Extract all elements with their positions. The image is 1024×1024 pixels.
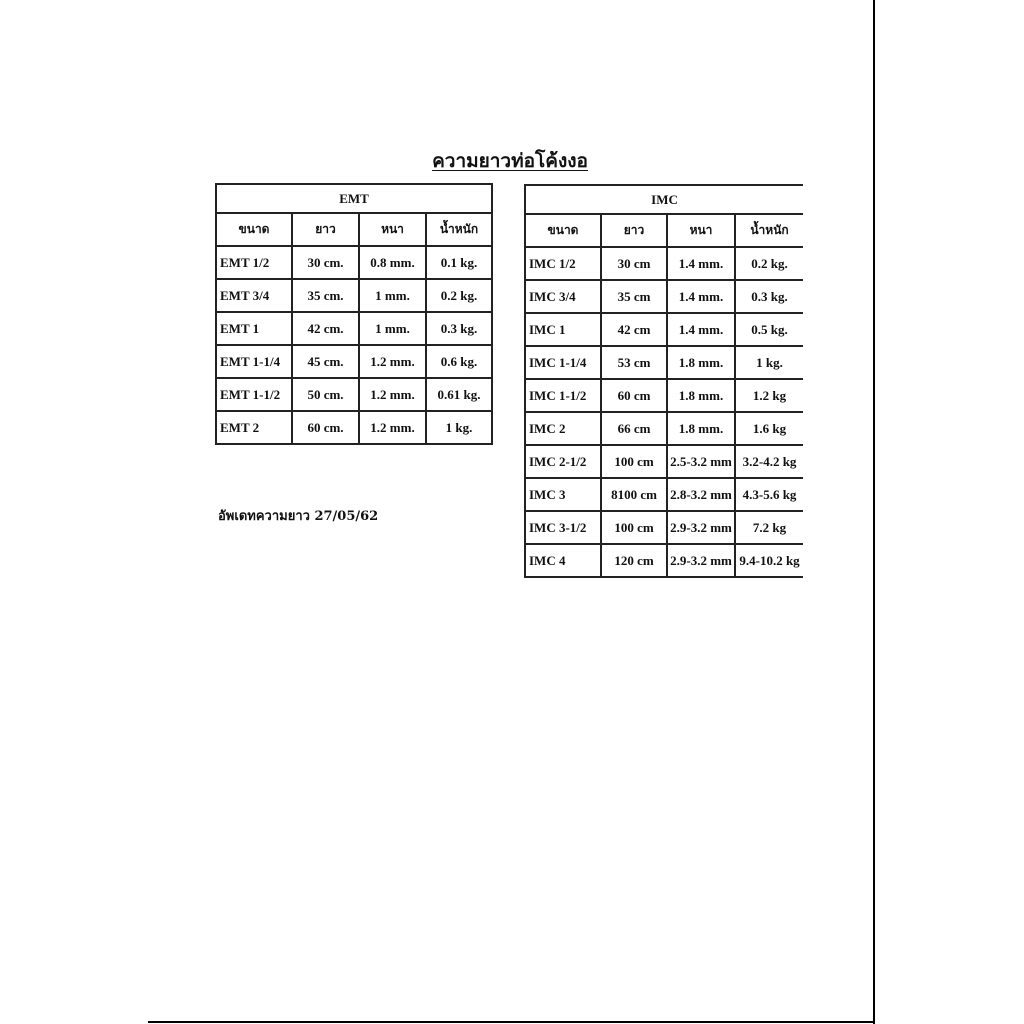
thickness-cell: 1.2 mm. — [359, 345, 426, 378]
size-cell: IMC 4 — [525, 544, 601, 577]
thickness-cell: 1.4 mm. — [667, 280, 735, 313]
size-cell: EMT 3/4 — [216, 279, 292, 312]
length-cell: 42 cm. — [292, 312, 359, 345]
emt-group-header: EMT — [216, 184, 492, 213]
length-cell: 35 cm. — [292, 279, 359, 312]
thickness-cell: 1.8 mm. — [667, 379, 735, 412]
header-size: ขนาด — [216, 213, 292, 246]
table-row — [525, 445, 803, 478]
size-cell: IMC 3-1/2 — [525, 511, 601, 544]
weight-cell: 1.6 kg — [735, 412, 803, 445]
size-cell: IMC 2 — [525, 412, 601, 445]
thickness-cell: 1.8 mm. — [667, 346, 735, 379]
length-cell: 100 cm — [601, 445, 667, 478]
imc-group-header: IMC — [525, 185, 803, 214]
weight-cell: 0.6 kg. — [426, 345, 492, 378]
weight-cell: 3.2-4.2 kg — [735, 445, 803, 478]
weight-cell: 0.3 kg. — [735, 280, 803, 313]
table-row — [525, 280, 803, 313]
weight-cell: 0.1 kg. — [426, 246, 492, 279]
thickness-cell: 1.4 mm. — [667, 313, 735, 346]
size-cell: IMC 2-1/2 — [525, 445, 601, 478]
length-cell: 8100 cm — [601, 478, 667, 511]
thickness-cell: 2.5-3.2 mm — [667, 445, 735, 478]
length-cell: 35 cm — [601, 280, 667, 313]
table-row — [216, 345, 492, 378]
size-cell: IMC 3 — [525, 478, 601, 511]
document-title: ความยาวท่อโค้งงอ — [432, 150, 588, 172]
thickness-cell: 1 mm. — [359, 279, 426, 312]
size-cell: EMT 1-1/2 — [216, 378, 292, 411]
header-length: ยาว — [601, 214, 667, 247]
weight-cell: 0.2 kg. — [426, 279, 492, 312]
table-row — [525, 313, 803, 346]
thickness-cell: 1.2 mm. — [359, 378, 426, 411]
weight-cell: 0.5 kg. — [735, 313, 803, 346]
imc-column-headers — [525, 214, 803, 247]
table-row — [525, 247, 803, 280]
table-row — [525, 511, 803, 544]
table-row — [216, 279, 492, 312]
page-edge-bottom — [148, 1021, 875, 1023]
weight-cell: 7.2 kg — [735, 511, 803, 544]
table-row — [525, 379, 803, 412]
length-cell: 45 cm. — [292, 345, 359, 378]
size-cell: IMC 1-1/4 — [525, 346, 601, 379]
table-row — [525, 478, 803, 511]
table-row — [216, 411, 492, 444]
update-note: อัพเดทความยาว 27/05/62 — [218, 509, 379, 524]
size-cell: IMC 1 — [525, 313, 601, 346]
length-cell: 42 cm — [601, 313, 667, 346]
size-cell: EMT 1 — [216, 312, 292, 345]
weight-cell: 0.3 kg. — [426, 312, 492, 345]
length-cell: 100 cm — [601, 511, 667, 544]
length-cell: 53 cm — [601, 346, 667, 379]
thickness-cell: 2.8-3.2 mm — [667, 478, 735, 511]
size-cell: EMT 2 — [216, 411, 292, 444]
weight-cell: 0.61 kg. — [426, 378, 492, 411]
header-weight: น้ำหนัก — [426, 213, 492, 246]
length-cell: 30 cm — [601, 247, 667, 280]
header-thickness: หนา — [667, 214, 735, 247]
size-cell: IMC 1-1/2 — [525, 379, 601, 412]
weight-cell: 1 kg. — [426, 411, 492, 444]
emt-table — [215, 183, 493, 445]
emt-column-headers — [216, 213, 492, 246]
header-thickness: หนา — [359, 213, 426, 246]
page-edge-right — [873, 0, 875, 1024]
imc-table — [524, 184, 803, 578]
length-cell: 66 cm — [601, 412, 667, 445]
thickness-cell: 1 mm. — [359, 312, 426, 345]
table-row — [525, 346, 803, 379]
header-weight: น้ำหนัก — [735, 214, 803, 247]
thickness-cell: 2.9-3.2 mm — [667, 544, 735, 577]
length-cell: 60 cm — [601, 379, 667, 412]
thickness-cell: 0.8 mm. — [359, 246, 426, 279]
weight-cell: 1.2 kg — [735, 379, 803, 412]
size-cell: IMC 1/2 — [525, 247, 601, 280]
size-cell: EMT 1/2 — [216, 246, 292, 279]
thickness-cell: 1.4 mm. — [667, 247, 735, 280]
thickness-cell: 2.9-3.2 mm — [667, 511, 735, 544]
weight-cell: 0.2 kg. — [735, 247, 803, 280]
length-cell: 120 cm — [601, 544, 667, 577]
thickness-cell: 1.8 mm. — [667, 412, 735, 445]
length-cell: 30 cm. — [292, 246, 359, 279]
weight-cell: 1 kg. — [735, 346, 803, 379]
table-row — [216, 312, 492, 345]
table-row — [525, 412, 803, 445]
weight-cell: 9.4-10.2 kg — [735, 544, 803, 577]
table-row — [216, 378, 492, 411]
table-row — [525, 544, 803, 577]
header-size: ขนาด — [525, 214, 601, 247]
size-cell: EMT 1-1/4 — [216, 345, 292, 378]
header-length: ยาว — [292, 213, 359, 246]
weight-cell: 4.3-5.6 kg — [735, 478, 803, 511]
size-cell: IMC 3/4 — [525, 280, 601, 313]
length-cell: 50 cm. — [292, 378, 359, 411]
length-cell: 60 cm. — [292, 411, 359, 444]
thickness-cell: 1.2 mm. — [359, 411, 426, 444]
table-row — [216, 246, 492, 279]
